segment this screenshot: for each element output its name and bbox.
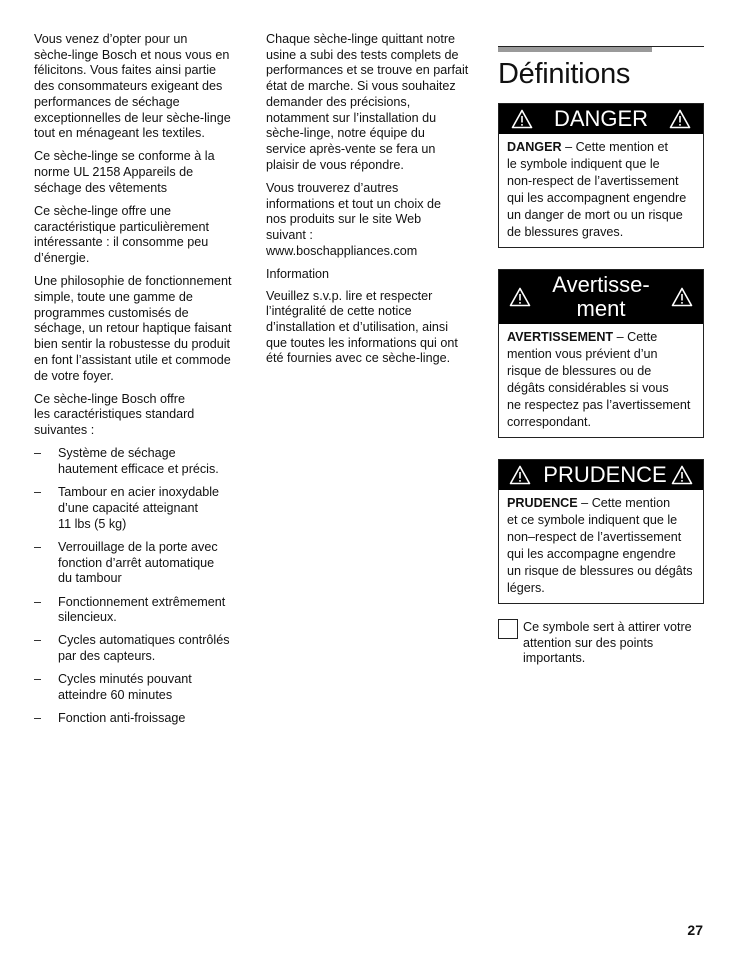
feature-text: Fonction anti-froissage [58, 711, 186, 726]
prudence-keyword: PRUDENCE [507, 496, 578, 510]
list-item [34, 672, 244, 703]
prudence-text: – Cette mention et ce symbole indiquent que le non–respect de l’avertissement qui les accompagne engendre un risque de blessures ou dégâts légers. [507, 496, 693, 595]
bullet-dash: – [34, 672, 42, 687]
danger-header [499, 104, 703, 134]
feature-text: Tambour en acier inoxydable d’une capacité atteignant 11 lbs (5 kg) [58, 485, 220, 531]
section-rule [498, 46, 704, 53]
features-intro-paragraph: Ce sèche-linge Bosch offre les caractéristiques standard suivantes : [34, 391, 195, 438]
website-paragraph: Vous trouverez d’autres informations et tout un choix de nos produits sur le site Web suivant : www.boschappliances.com [266, 180, 442, 258]
prudence-description [499, 490, 703, 603]
list-item [34, 540, 244, 587]
note-text: Ce symbole sert à attirer votre attention sur des points importants. [523, 620, 692, 666]
warning-triangle-icon [511, 109, 533, 129]
danger-keyword: DANGER [507, 140, 562, 154]
note-row [498, 619, 704, 667]
feature-text: Verrouillage de la porte avec fonction d’arrêt automatique du tambour [58, 539, 218, 586]
list-item [34, 633, 244, 664]
feature-text: Système de séchage hautement efficace et précis. [58, 446, 219, 477]
bullet-dash: – [34, 485, 42, 500]
bullet-dash: – [34, 539, 42, 554]
feature-text: Cycles minutés pouvant atteindre 60 minutes [58, 672, 192, 703]
section-rule-accent [498, 47, 652, 52]
danger-description [499, 134, 703, 247]
prudence-header [499, 460, 703, 490]
warning-triangle-icon [671, 465, 693, 485]
service-column [266, 32, 478, 375]
information-heading: Information [266, 266, 329, 281]
danger-text: – Cette mention et le symbole indiquent que le non-respect de l’avertissement qui les accompagnent engendre un danger de mort ou un risque de blessures graves. [507, 140, 687, 239]
information-paragraph: Veuillez s.v.p. lire et respecter l’intégralité de cette notice d’installation et d’utilisation, ainsi que toutes les informations qui ont été fournies avec ce sèche-linge. [266, 288, 458, 366]
warning-triangle-icon [509, 287, 531, 307]
avertissement-box [498, 269, 704, 438]
bullet-dash: – [34, 633, 42, 648]
list-item [34, 711, 244, 727]
feature-text: Fonctionnement extrêmement silencieux. [58, 594, 226, 625]
intro-column [34, 32, 244, 734]
energy-paragraph: Ce sèche-linge offre une caractéristique particulièrement intéressante : il consomme peu d’énergie. [34, 204, 209, 266]
feature-text: Cycles automatiques contrôlés par des capteurs. [58, 633, 230, 664]
page-number: 27 [687, 922, 703, 938]
avertissement-text: – Cette mention vous prévient d’un risque de blessures ou de dégâts considérables si vous ne respectez pas l’avertissement correspondant. [507, 330, 691, 429]
intro-paragraph: Vous venez d’opter pour un sèche-linge Bosch et nous vous en félicitons. Vous faites ainsi partie des consommateurs exigeant des performances de séchage exceptionnelles de leur sèche-linge tout en ménageant les textiles. [34, 32, 231, 141]
bullet-dash: – [34, 594, 42, 609]
philosophy-paragraph: Une philosophie de fonctionnement simple, toute une gamme de programmes customisés de séchage, un retour haptique faisant bien sentir la robustesse du produit en font l’assistant utile et commode de votre foyer. [34, 274, 232, 383]
danger-label: DANGER [553, 106, 649, 131]
avertissement-header [499, 270, 703, 324]
list-item [34, 595, 244, 626]
definitions-column [498, 46, 704, 667]
note-square-icon [498, 619, 518, 639]
prudence-label: PRUDENCE [543, 462, 667, 487]
list-item [34, 485, 244, 532]
warning-triangle-icon [509, 465, 531, 485]
list-item [34, 446, 244, 477]
warning-triangle-icon [669, 109, 691, 129]
definitions-title: Définitions [498, 58, 631, 90]
avertissement-label: Avertisse- ment [552, 272, 650, 321]
features-list [34, 446, 244, 727]
warning-triangle-icon [671, 287, 693, 307]
avertissement-description [499, 324, 703, 437]
standard-paragraph: Ce sèche-linge se conforme à la norme UL 2158 Appareils de séchage des vêtements [34, 149, 215, 195]
bullet-dash: – [34, 711, 42, 726]
prudence-box [498, 459, 704, 604]
service-paragraph: Chaque sèche-linge quittant notre usine a subi des tests complets de performances et se trouve en parfait état de marche. Si vous souhaitez demander des précisions, notamment sur l’installation du sèche-linge, notre équipe du service après-vente se fera un plaisir de vous répondre. [266, 32, 469, 172]
avertissement-keyword: AVERTISSEMENT [507, 330, 614, 344]
bullet-dash: – [34, 446, 42, 461]
danger-box [498, 103, 704, 248]
